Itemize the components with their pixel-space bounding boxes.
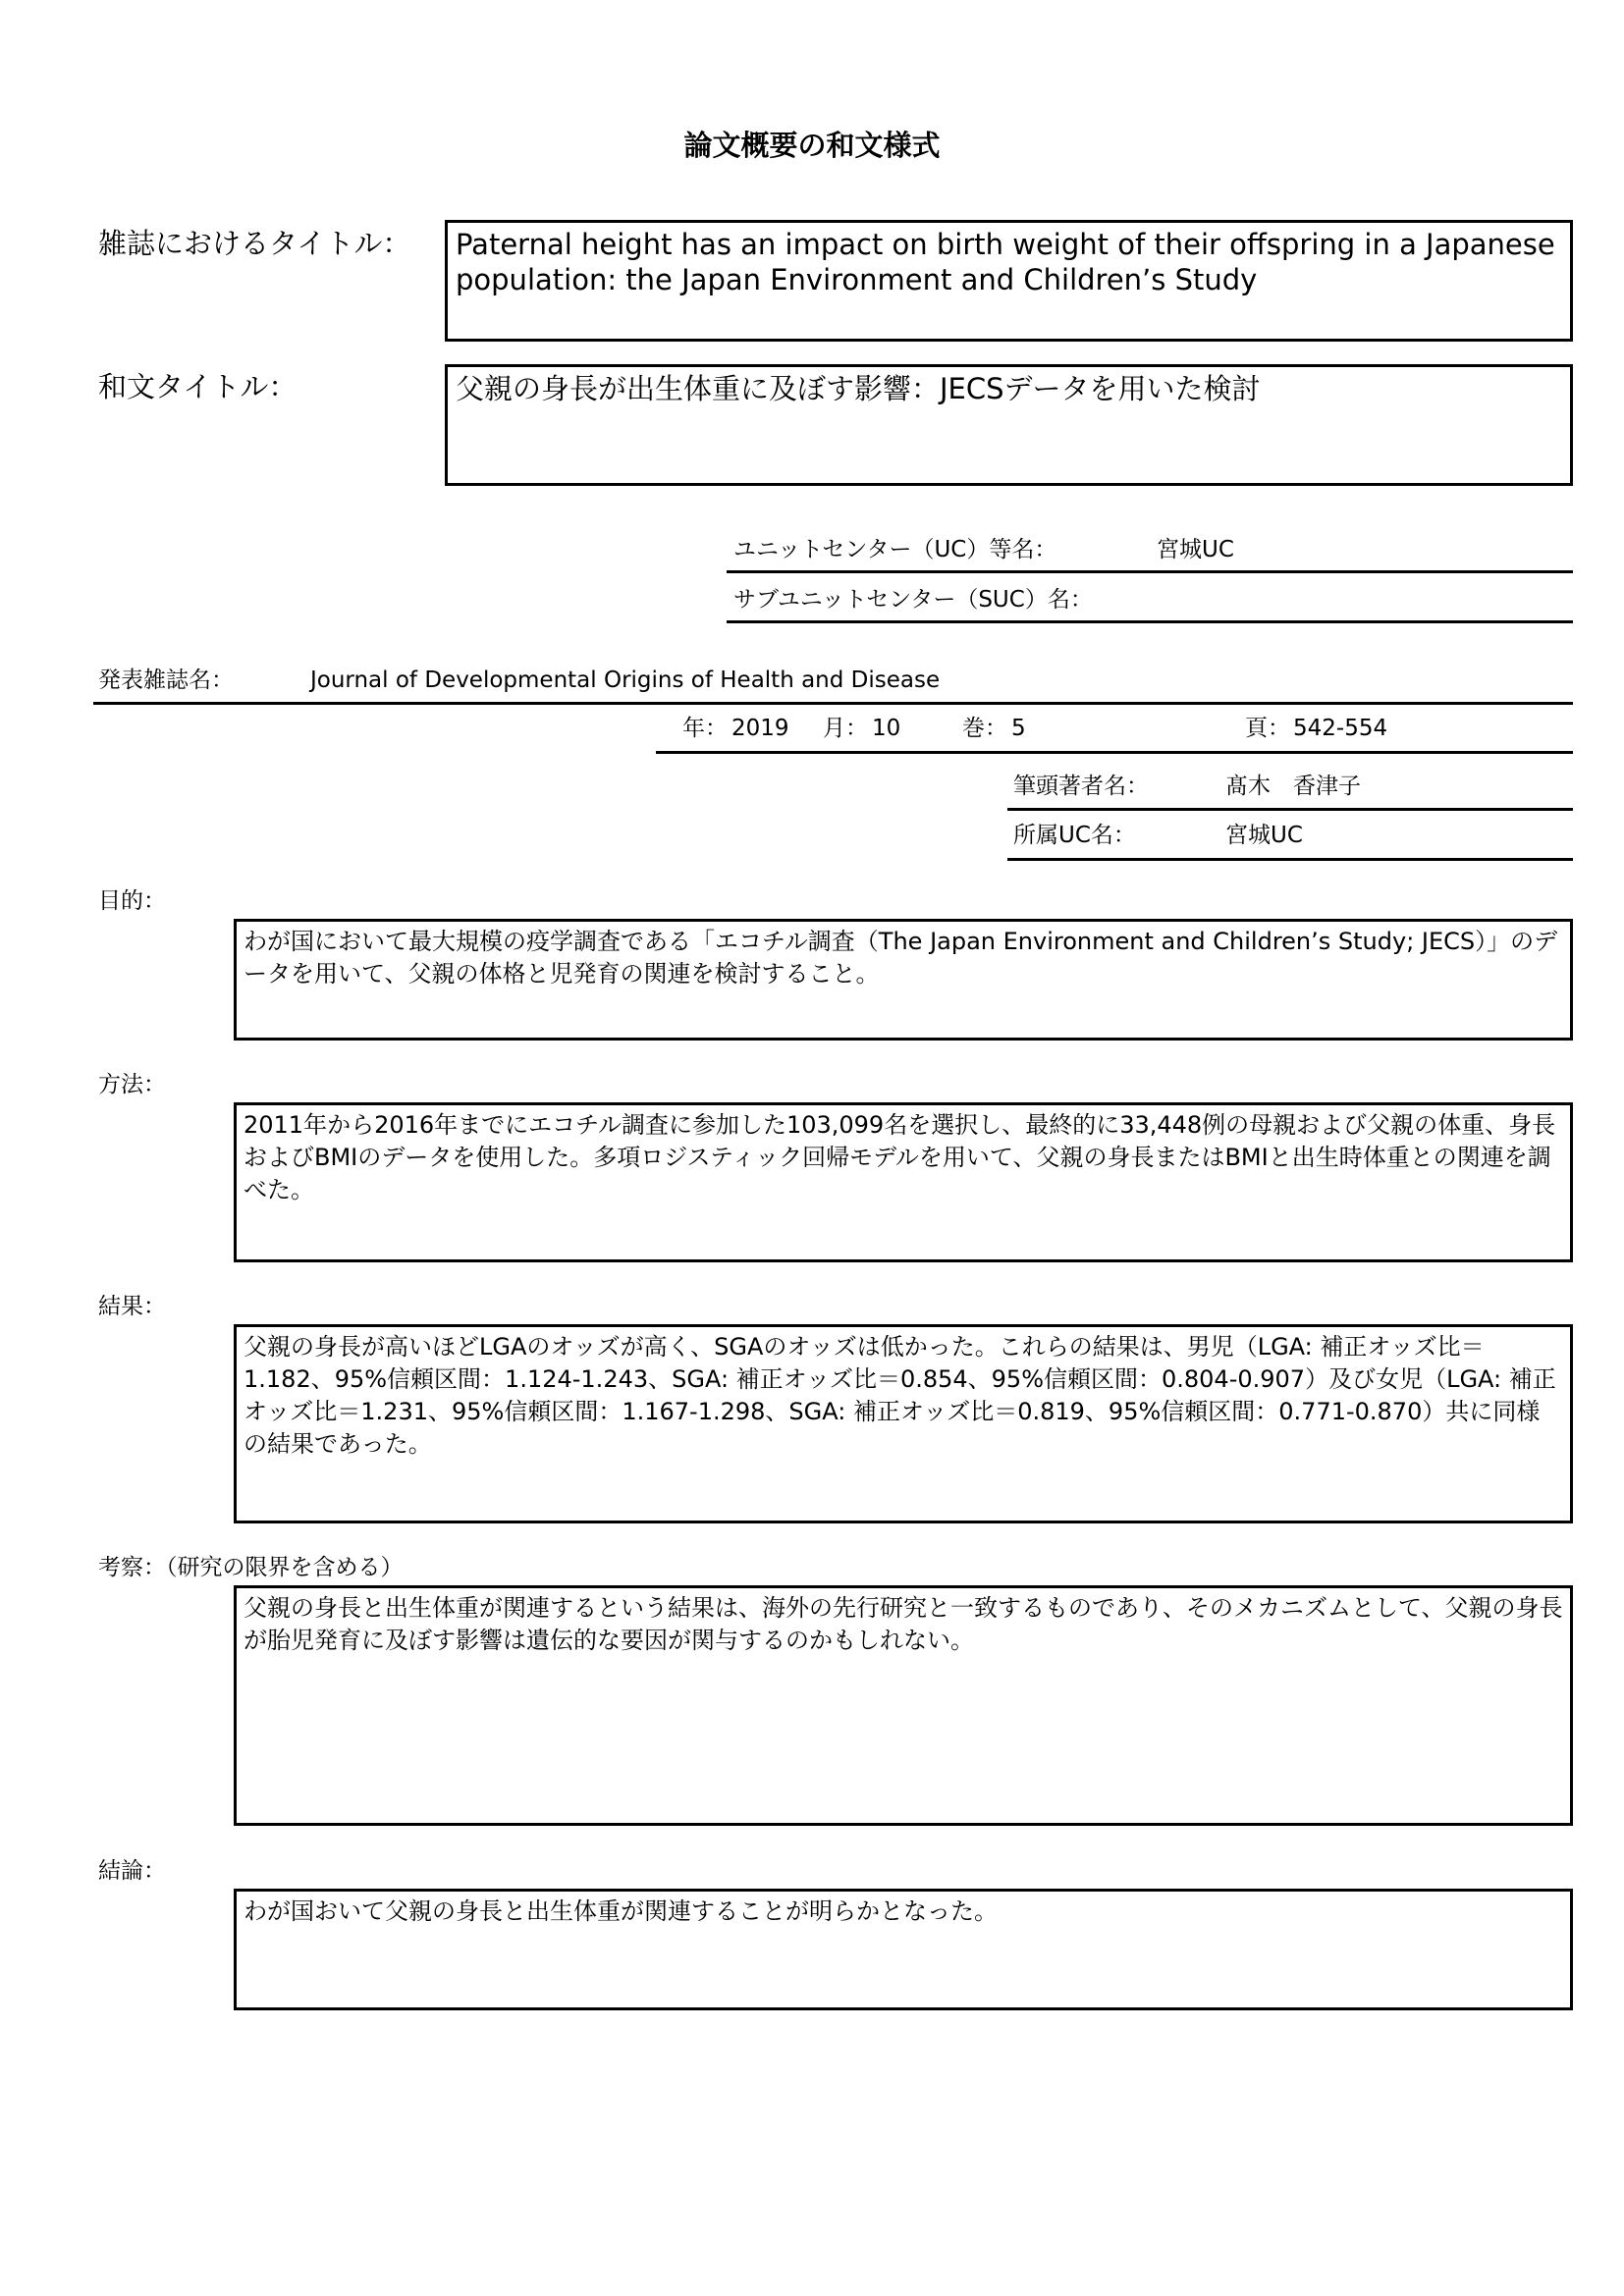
publication-label: 発表雑誌名： — [98, 667, 234, 693]
volume-label: 巻： — [962, 716, 1007, 741]
discussion-label: 考察：（研究の限界を含める） — [98, 1555, 404, 1580]
year-value: 2019 — [731, 716, 789, 741]
pages-value: 542-554 — [1293, 716, 1388, 741]
results-field: 父親の身長が高いほどLGAのオッズが高く、SGAのオッズは低かった。これらの結果は、男児（LGA: 補正オッズ比＝1.182、95%信頼区間：1.124-1.243、SGA: 補正オッズ比＝0.854、95%信頼区間：0.804-0.907）及び女児（LGA: 補正オッズ比＝1.231、95%信頼区間：1.167-1.298、SGA: 補正オッズ比＝0.819、95%信頼区間：0.771-0.870）共に同様の結果であった。 — [234, 1324, 1573, 1523]
affiliation-label: 所属UC名： — [1013, 823, 1136, 848]
affiliation-underline — [1007, 858, 1573, 861]
conclusion-label: 結論： — [98, 1858, 166, 1884]
affiliation-value: 宮城UC — [1225, 823, 1303, 848]
purpose-label: 目的： — [98, 888, 166, 914]
month-label: 月： — [823, 716, 868, 741]
issue-underline — [656, 751, 1573, 754]
unit-center-value: 宮城UC — [1157, 537, 1234, 562]
conclusion-field: わが国おいて父親の身長と出生体重が関連することが明らかとなった。 — [234, 1889, 1573, 2010]
method-label: 方法： — [98, 1072, 166, 1097]
first-author-label: 筆頭著者名： — [1013, 774, 1149, 799]
pages-label: 頁： — [1245, 716, 1290, 741]
first-author-value: 髙木 香津子 — [1225, 774, 1361, 799]
sub-unit-center-underline — [727, 620, 1573, 623]
publication-underline — [93, 702, 1573, 705]
journal-title-label: 雑誌におけるタイトル： — [98, 227, 411, 260]
volume-value: 5 — [1011, 716, 1026, 741]
method-field: 2011年から2016年までにエコチル調査に参加した103,099名を選択し、最終的に33,448例の母親および父親の体重、身長およびBMIのデータを使用した。多項ロジスティック回帰モデルを用いて、父親の身長またはBMIと出生時体重との関連を調べた。 — [234, 1102, 1573, 1262]
unit-center-label: ユニットセンター（UC）等名： — [733, 537, 1057, 562]
discussion-field: 父親の身長と出生体重が関連するという結果は、海外の先行研究と一致するものであり、そのメカニズムとして、父親の身長が胎児発育に及ぼす影響は遺伝的な要因が関与するのかもしれない。 — [234, 1585, 1573, 1826]
publication-value: Journal of Developmental Origins of Health and Disease — [310, 667, 941, 693]
japanese-title-label: 和文タイトル： — [98, 370, 298, 403]
first-author-underline — [1007, 808, 1573, 811]
year-label: 年： — [682, 716, 728, 741]
sub-unit-center-label: サブユニットセンター（SUC）名： — [733, 587, 1093, 613]
page-title: 論文概要の和文様式 — [683, 129, 941, 162]
journal-title-field: Paternal height has an impact on birth weight of their offspring in a Japanese population: the Japan Environment and Children’s Study — [445, 220, 1573, 342]
purpose-field: わが国において最大規模の疫学調査である「エコチル調査（The Japan Environment and Children’s Study; JECS）」のデータを用いて、父親の体格と児発育の関連を検討すること。 — [234, 919, 1573, 1041]
unit-center-underline — [727, 570, 1573, 573]
japanese-title-field: 父親の身長が出生体重に及ぼす影響：JECSデータを用いた検討 — [445, 364, 1573, 486]
results-label: 結果： — [98, 1294, 166, 1319]
month-value: 10 — [872, 716, 901, 741]
